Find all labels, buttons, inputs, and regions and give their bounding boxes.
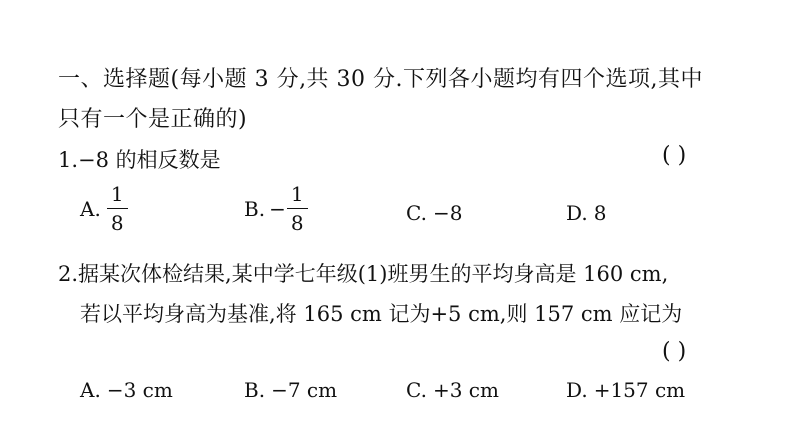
question-2-option-b bbox=[244, 378, 337, 402]
question-2-option-d bbox=[566, 378, 685, 402]
section-heading-line2: 只有一个是正确的) bbox=[58, 107, 248, 132]
option-label: A. bbox=[80, 378, 101, 402]
option-label: D. bbox=[566, 378, 588, 402]
option-value: +157 cm bbox=[593, 378, 686, 402]
fraction bbox=[287, 184, 308, 233]
option-value: +3 cm bbox=[432, 378, 499, 402]
fraction-denominator: 8 bbox=[287, 208, 308, 233]
option-value: −3 cm bbox=[106, 378, 173, 402]
question-1-answer-blank: ( ) bbox=[662, 143, 687, 168]
question-2-stem-line2: 若以平均身高为基准,将 165 cm 记为+5 cm,则 157 cm 应记为 bbox=[80, 302, 683, 326]
question-1-option-a bbox=[80, 184, 128, 233]
option-value: 8 bbox=[593, 201, 607, 225]
option-value: −7 cm bbox=[271, 378, 338, 402]
section-heading-line1: 一、选择题(每小题 3 分,共 30 分.下列各小题均有四个选项,其中 bbox=[58, 67, 704, 92]
option-value: −8 bbox=[432, 201, 463, 225]
option-label: C. bbox=[406, 378, 427, 402]
fraction-numerator: 1 bbox=[110, 182, 124, 206]
question-1-option-c bbox=[406, 201, 462, 225]
option-label: A. bbox=[80, 196, 101, 221]
minus-sign: − bbox=[269, 196, 286, 221]
fraction-denominator: 8 bbox=[107, 208, 128, 233]
question-2-stem-line1: 2.据某次体检结果,某中学七年级(1)班男生的平均身高是 160 cm, bbox=[58, 262, 669, 286]
fraction-numerator: 1 bbox=[290, 182, 304, 206]
fraction bbox=[107, 184, 128, 233]
question-2-option-c bbox=[406, 378, 499, 402]
question-2-option-a bbox=[80, 378, 173, 402]
question-1-stem: 1.−8 的相反数是 bbox=[58, 148, 221, 172]
question-1-option-b bbox=[244, 184, 308, 233]
question-1-option-d bbox=[566, 201, 606, 225]
option-label: B. bbox=[244, 378, 266, 402]
question-2-answer-blank: ( ) bbox=[662, 339, 687, 364]
option-label: C. bbox=[406, 201, 427, 225]
option-label: D. bbox=[566, 201, 588, 225]
option-label: B. bbox=[244, 196, 266, 221]
